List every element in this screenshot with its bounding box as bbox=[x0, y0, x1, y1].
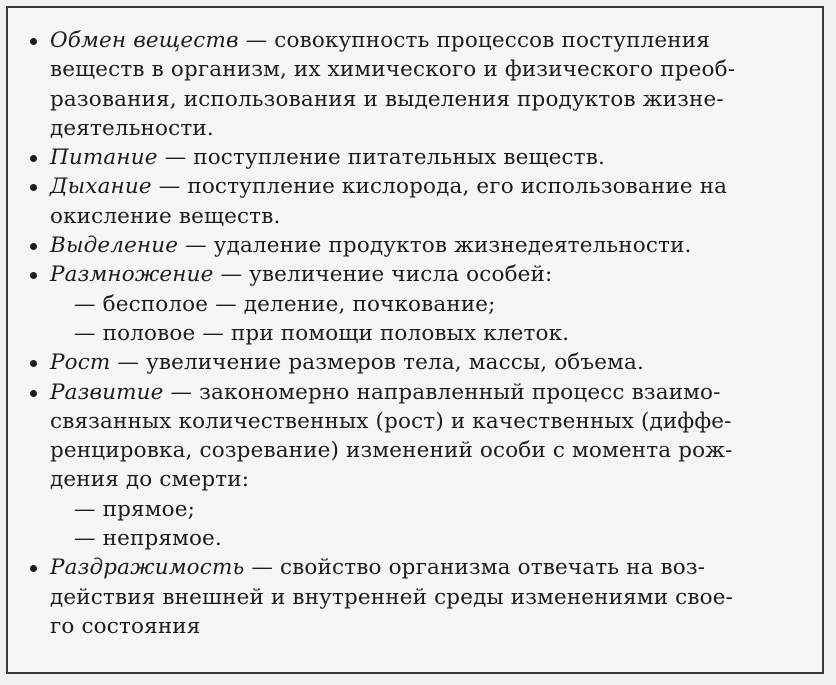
definition-text: связанных количественных (рост) и качественных (диффе- bbox=[50, 408, 732, 434]
term-label: Дыхание bbox=[50, 174, 152, 200]
sub-item: — непрямое. bbox=[74, 526, 222, 552]
definition-text: — поступление кислорода, его использование на bbox=[151, 174, 728, 200]
term-label: Рост bbox=[50, 350, 111, 376]
bullet-icon bbox=[30, 565, 37, 572]
definition-text: ренцировка, созревание) изменений особи с момента рож- bbox=[50, 438, 733, 464]
list-item-reproduction bbox=[30, 260, 825, 348]
list-item-respiration bbox=[30, 172, 825, 231]
bullet-icon bbox=[30, 243, 37, 250]
term-label: Обмен веществ bbox=[50, 28, 239, 53]
bullet-icon bbox=[30, 184, 37, 191]
term-label: Размножение bbox=[50, 262, 214, 288]
bullet-icon bbox=[30, 155, 37, 162]
list-item-metabolism bbox=[30, 26, 825, 143]
definition-text: — совокупность процессов поступления bbox=[238, 28, 710, 53]
list-item-excretion bbox=[30, 231, 825, 260]
definitions-box bbox=[6, 6, 824, 674]
list-item-growth bbox=[30, 348, 825, 377]
sub-item: — бесполое — деление, почкование; bbox=[74, 291, 496, 317]
bullet-icon bbox=[30, 272, 37, 279]
term-label: Выделение bbox=[50, 233, 179, 259]
definition-text: действия внешней и внутренней среды изменениями свое- bbox=[50, 584, 734, 610]
definition-text: — поступление питательных веществ. bbox=[157, 145, 605, 171]
definitions-list bbox=[30, 26, 825, 641]
bullet-icon bbox=[30, 360, 37, 367]
definition-text: — свойство организма отвечать на воз- bbox=[244, 555, 706, 581]
definition-text: — увеличение числа особей: bbox=[213, 262, 553, 288]
definition-text: — закономерно направленный процесс взаимо- bbox=[163, 379, 721, 405]
bullet-icon bbox=[30, 390, 37, 397]
definition-text: разования, использования и выделения продуктов жизне- bbox=[50, 86, 724, 112]
term-label: Питание bbox=[50, 145, 158, 171]
list-item-irritability bbox=[30, 553, 825, 641]
definition-text: дения до смерти: bbox=[50, 467, 250, 493]
definition-text: — увеличение размеров тела, массы, объема. bbox=[110, 350, 644, 376]
definition-text: веществ в организм, их химического и физического преоб- bbox=[50, 57, 736, 83]
term-label: Раздражимость bbox=[50, 555, 245, 581]
definition-text: деятельности. bbox=[50, 115, 214, 141]
definition-text: го состояния bbox=[50, 613, 201, 639]
definition-text: окисление веществ. bbox=[50, 203, 281, 229]
term-label: Развитие bbox=[50, 379, 164, 405]
list-item-development bbox=[30, 378, 825, 554]
sub-item: — половое — при помощи половых клеток. bbox=[74, 320, 570, 346]
list-item-nutrition bbox=[30, 143, 825, 172]
sub-item: — прямое; bbox=[74, 496, 195, 522]
bullet-icon bbox=[30, 38, 37, 45]
definition-text: — удаление продуктов жизнедеятельности. bbox=[178, 233, 692, 259]
